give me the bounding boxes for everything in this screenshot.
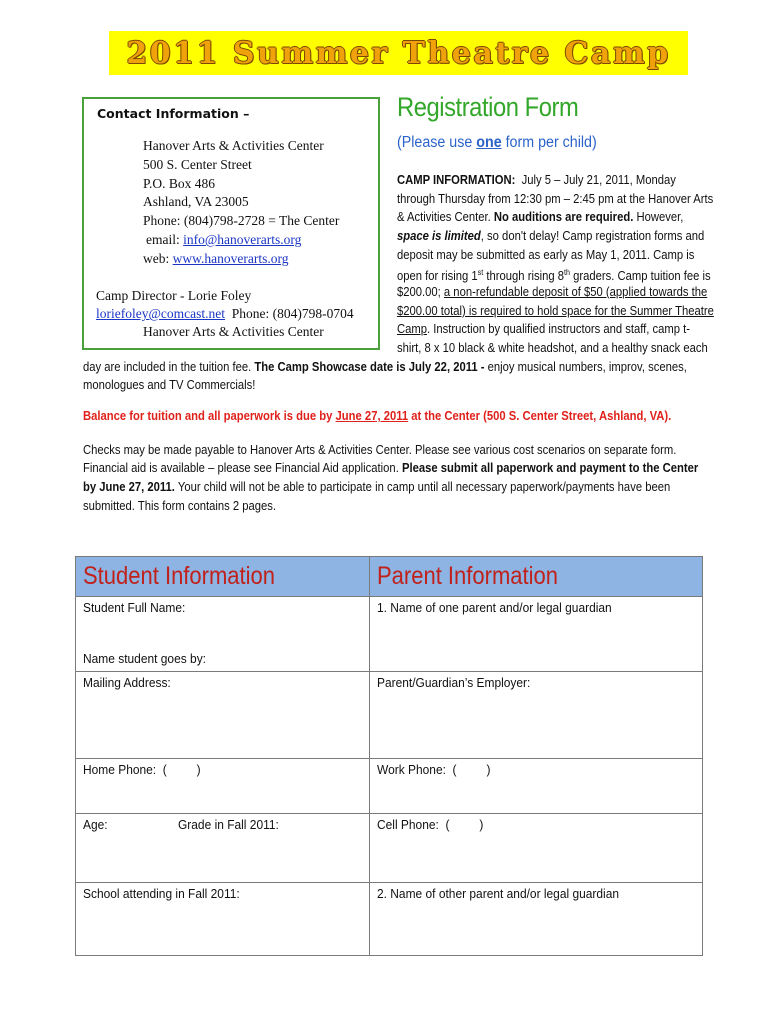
camp-info-line-11 — [83, 358, 687, 377]
payment-line-1: Checks may be made payable to Hanover Arts & Activities Center. Please see various cost scenarios on separate form. — [83, 443, 677, 457]
mailing-address-label: Mailing Address: — [83, 675, 171, 690]
line7-a: $200.00; — [397, 285, 444, 299]
payment-line2-a: Financial aid is available – please see Financial Aid application. — [83, 461, 402, 475]
table-header-row — [76, 557, 703, 597]
name-goes-by-label: Name student goes by: — [83, 651, 207, 666]
parent-two-label: 2. Name of other parent and/or legal guardian — [377, 886, 620, 901]
camp-director: Camp Director - Lorie Foley — [96, 288, 252, 303]
school-label: School attending in Fall 2011: — [83, 886, 240, 901]
payment-line2-b: Please submit all paperwork and payment to the Center — [401, 461, 699, 475]
employer-field[interactable] — [370, 672, 703, 759]
student-full-name-label: Student Full Name: — [83, 600, 186, 615]
balance-date: June 27, 2011 — [335, 409, 409, 423]
camp-info-line-8: $200.00 total) is required to hold space for the Summer Theatre — [397, 304, 714, 318]
table-row — [76, 597, 703, 672]
balance-post: at the Center (500 S. Center Street, Ashland, VA). — [408, 409, 672, 423]
line6-sup1: st — [477, 268, 484, 277]
showcase-date: The Camp Showcase date is July 22, 2011 - — [254, 360, 485, 374]
camp-info-label: CAMP INFORMATION: — [397, 173, 516, 187]
cell-phone-field[interactable] — [370, 814, 703, 883]
table-row — [76, 883, 703, 956]
camp-info-line-1 — [397, 171, 676, 190]
email-label: email: — [146, 232, 180, 247]
parent-one-name-field[interactable] — [370, 597, 703, 672]
employer-label: Parent/Guardian’s Employer: — [377, 675, 531, 690]
no-auditions-note: No auditions are required. — [493, 210, 634, 224]
camp-info-line-9 — [397, 320, 690, 339]
subtitle-emphasis: one — [476, 134, 502, 151]
deposit-note: a non-refundable deposit of $50 (applied towards the — [443, 285, 708, 299]
home-phone-label: Home Phone: ( ) — [83, 762, 201, 777]
student-info-header: Student Information — [76, 557, 370, 597]
camp-info-line-2: through Thursday from 12:30 pm – 2:45 pm at the Hanover Arts — [397, 192, 714, 206]
line6-b: through rising 8 — [483, 269, 564, 284]
payment-line-4: submitted. This form contains 2 pages. — [83, 499, 277, 513]
space-limited-note: space is limited — [397, 229, 481, 243]
camp-info-line-4 — [397, 227, 704, 246]
camp-info-line-5: deposit may be submitted as early as May 1, 2011. Camp is — [397, 248, 695, 262]
director-org: Hanover Arts & Activities Center — [143, 324, 324, 339]
table-row — [76, 814, 703, 883]
contact-phone: Phone: (804)798-2728 = The Center — [143, 213, 340, 228]
web-link[interactable]: www.hanoverarts.org — [172, 251, 289, 266]
payment-deadline: by June 27, 2011. — [83, 480, 175, 494]
camp-info-line-10: shirt, 8 x 10 black & white headshot, and a healthy snack each — [397, 341, 708, 355]
payment-line3-b: Your child will not be able to participate in camp until all necessary paperwork/payments have been — [174, 480, 671, 494]
grade-label: Grade in Fall 2011: — [178, 817, 279, 832]
director-email-link[interactable]: loriefoley@comcast.net — [96, 306, 226, 321]
web-label: web: — [143, 251, 170, 266]
line9-a: Camp — [397, 322, 428, 336]
mailing-address-field[interactable] — [76, 672, 370, 759]
balance-pre: Balance for tuition and all paperwork is due by — [83, 409, 336, 423]
email-link[interactable]: info@hanoverarts.org — [183, 232, 302, 247]
registration-subtitle — [397, 134, 597, 152]
table-row — [76, 672, 703, 759]
parent-one-label: 1. Name of one parent and/or legal guardian — [377, 600, 612, 615]
line3-c: However, — [633, 210, 684, 224]
line11-c: enjoy musical numbers, improv, scenes, — [484, 360, 687, 374]
age-label: Age: — [83, 817, 108, 832]
school-field[interactable] — [76, 883, 370, 956]
camp-info-line-7 — [397, 283, 707, 302]
parent-info-header: Parent Information — [370, 557, 703, 597]
payment-line-3 — [83, 478, 670, 497]
page-title: 2011 Summer Theatre Camp — [126, 35, 671, 71]
parent-two-name-field[interactable] — [370, 883, 703, 956]
line9-b: . Instruction by qualified instructors and staff, camp t- — [427, 322, 691, 336]
student-name-field[interactable] — [76, 597, 370, 672]
line4-b: , so don't delay! Camp registration forms and — [480, 229, 705, 243]
table-row — [76, 759, 703, 814]
subtitle-pre: (Please use — [397, 134, 477, 151]
age-grade-field[interactable] — [76, 814, 370, 883]
work-phone-label: Work Phone: ( ) — [377, 762, 491, 777]
contact-street: 500 S. Center Street — [143, 157, 252, 172]
contact-org-name: Hanover Arts & Activities Center — [143, 138, 324, 153]
contact-email-row — [146, 232, 301, 248]
contact-city-state-zip: Ashland, VA 23005 — [143, 194, 249, 209]
contact-heading: Contact Information – — [97, 106, 250, 121]
camp-dates: July 5 – July 21, 2011, Monday — [521, 173, 676, 187]
director-phone: Phone: (804)798-0704 — [231, 306, 354, 321]
cell-phone-label: Cell Phone: ( ) — [377, 817, 484, 832]
director-contact-row — [96, 306, 354, 322]
camp-info-line-3 — [397, 208, 683, 227]
balance-due-notice — [83, 407, 671, 426]
registration-info-table — [75, 556, 703, 956]
payment-line-2 — [83, 459, 698, 478]
home-phone-field[interactable] — [76, 759, 370, 814]
camp-info-line-12: monologues and TV Commercials! — [83, 378, 256, 392]
contact-po-box: P.O. Box 486 — [143, 176, 216, 191]
line6-c: graders. Camp tuition fee is — [569, 269, 711, 284]
subtitle-post: form per child) — [501, 134, 597, 151]
contact-web-row — [143, 251, 288, 267]
registration-form-title: Registration Form — [397, 92, 579, 122]
line3-a: & Activities Center. — [397, 210, 494, 224]
line6-a: open for rising 1 — [397, 269, 478, 284]
work-phone-field[interactable] — [370, 759, 703, 814]
line11-a: day are included in the tuition fee. — [83, 360, 255, 374]
line6-sup2: th — [563, 268, 570, 277]
